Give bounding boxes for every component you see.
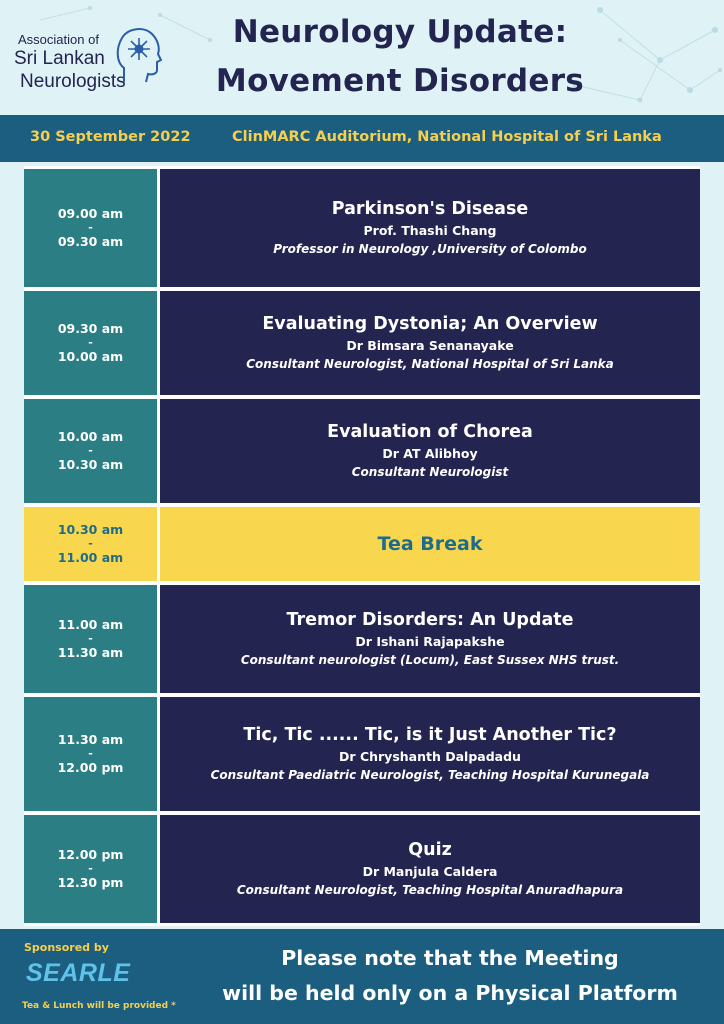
page-title-line-2: Movement Disorders xyxy=(215,63,585,99)
session-start: 11.30 am xyxy=(57,732,124,747)
session-details xyxy=(160,399,700,503)
session-end: 10.30 am xyxy=(57,457,124,472)
session-speaker: Dr Manjula Caldera xyxy=(362,864,498,879)
time-separator: - xyxy=(88,862,93,875)
session-start: 10.00 am xyxy=(57,429,124,444)
session-end: 09.30 am xyxy=(57,234,124,249)
session-time xyxy=(24,585,157,693)
session-title: Tremor Disorders: An Update xyxy=(286,610,574,630)
session-title: Evaluation of Chorea xyxy=(327,422,533,442)
schedule-table xyxy=(24,166,700,926)
session-end: 12.30 pm xyxy=(57,875,124,890)
session-end: 12.00 pm xyxy=(57,760,124,775)
session-title: Evaluating Dystonia; An Overview xyxy=(262,314,598,334)
time-separator: - xyxy=(88,537,93,550)
session-speaker-role: Professor in Neurology ,University of Colombo xyxy=(273,242,587,256)
session-details xyxy=(160,169,700,287)
session-details xyxy=(160,291,700,395)
session-title: Quiz xyxy=(408,840,452,860)
session-speaker: Dr Ishani Rajapakshe xyxy=(355,634,505,649)
event-date: 30 September 2022 xyxy=(30,129,191,145)
session-time xyxy=(24,507,157,581)
session-time xyxy=(24,815,157,923)
catering-note: Tea & Lunch will be provided * xyxy=(22,1001,176,1011)
logo-line-3: Neurologists xyxy=(20,71,126,92)
session-speaker-role: Consultant Neurologist, National Hospital of Sri Lanka xyxy=(246,357,614,371)
session-time xyxy=(24,291,157,395)
session-start: 09.00 am xyxy=(57,206,124,221)
session-time xyxy=(24,169,157,287)
session-speaker-role: Consultant Paediatric Neurologist, Teaching Hospital Kurunegala xyxy=(210,768,650,782)
session-end: 11.30 am xyxy=(57,645,124,660)
session-speaker: Prof. Thashi Chang xyxy=(363,223,497,238)
session-title: Parkinson's Disease xyxy=(331,199,529,219)
event-venue: ClinMARC Auditorium, National Hospital of Sri Lanka xyxy=(232,129,662,145)
session-start: 09.30 am xyxy=(57,321,124,336)
time-separator: - xyxy=(88,336,93,349)
tea-break-row xyxy=(24,507,700,581)
time-separator: - xyxy=(88,444,93,457)
session-details xyxy=(160,585,700,693)
session-speaker: Dr AT Alibhoy xyxy=(382,446,478,461)
session-row xyxy=(24,399,700,503)
head-neuron-icon xyxy=(114,24,162,86)
session-row xyxy=(24,815,700,923)
session-details xyxy=(160,507,700,581)
session-row xyxy=(24,697,700,811)
session-row xyxy=(24,291,700,395)
session-start: 12.00 pm xyxy=(57,847,124,862)
session-row xyxy=(24,169,700,287)
session-details xyxy=(160,815,700,923)
time-separator: - xyxy=(88,747,93,760)
tea-break-label: Tea Break xyxy=(377,533,483,555)
session-speaker: Dr Bimsara Senanayake xyxy=(346,338,514,353)
notice-line-1: Please note that the Meeting xyxy=(281,946,619,970)
session-time xyxy=(24,697,157,811)
time-separator: - xyxy=(88,632,93,645)
session-end: 10.00 am xyxy=(57,349,124,364)
page-title-line-1: Neurology Update: xyxy=(232,14,568,50)
session-start: 10.30 am xyxy=(57,522,124,537)
session-speaker-role: Consultant Neurologist xyxy=(351,465,509,479)
time-separator: - xyxy=(88,221,93,234)
sponsor-logo: SEARLE xyxy=(26,959,131,987)
logo-line-2: Sri Lankan xyxy=(14,48,105,69)
session-start: 11.00 am xyxy=(57,617,124,632)
session-time xyxy=(24,399,157,503)
footer-bar xyxy=(0,929,724,1024)
event-info-bar xyxy=(0,115,724,162)
session-speaker-role: Consultant Neurologist, Teaching Hospital Anuradhapura xyxy=(236,883,624,897)
session-speaker-role: Consultant neurologist (Locum), East Sussex NHS trust. xyxy=(240,653,620,667)
association-logo xyxy=(10,24,160,102)
session-speaker: Dr Chryshanth Dalpadadu xyxy=(339,749,521,764)
session-end: 11.00 am xyxy=(57,550,124,565)
sponsored-by-label: Sponsored by xyxy=(24,941,109,954)
session-details xyxy=(160,697,700,811)
notice-line-2: will be held only on a Physical Platform xyxy=(222,981,678,1005)
session-title: Tic, Tic ...... Tic, is it Just Another Tic? xyxy=(243,725,617,745)
logo-line-1: Association of xyxy=(18,32,99,47)
session-row xyxy=(24,585,700,693)
